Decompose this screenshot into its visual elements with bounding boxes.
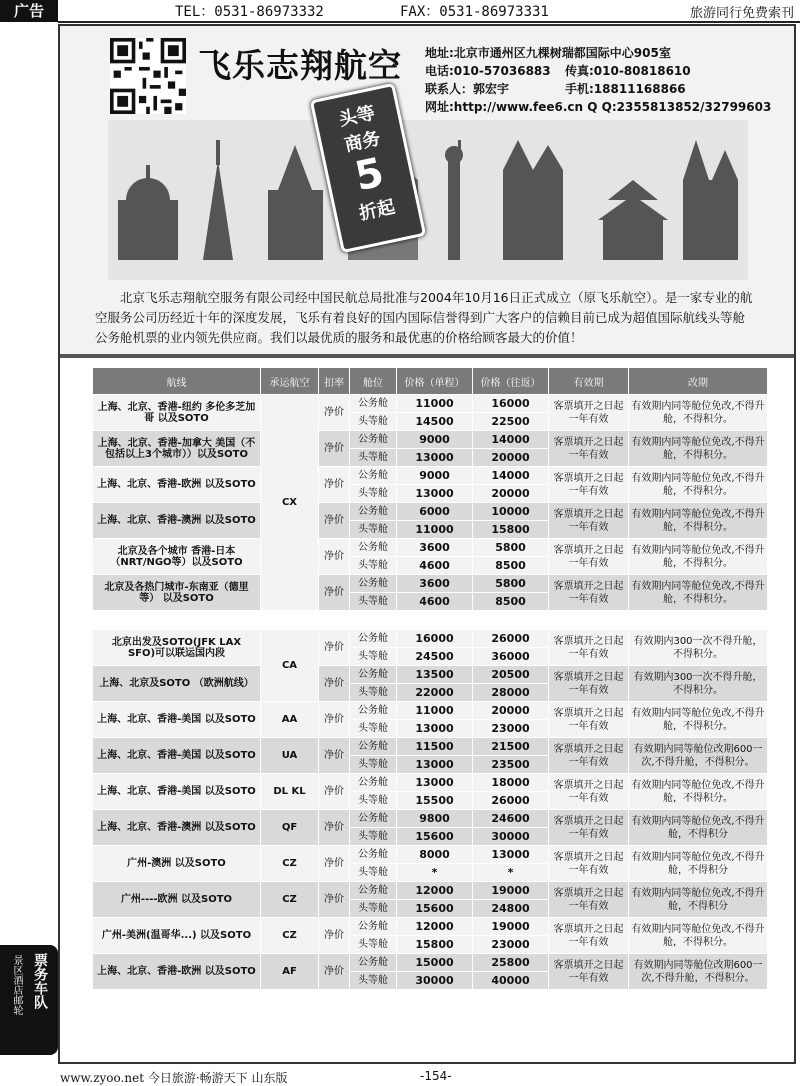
oneway-price-cell: 11000 [397, 521, 473, 539]
oneway-price-cell: * [397, 864, 473, 882]
return-price-cell: 24800 [473, 900, 549, 918]
return-price-cell: 20000 [473, 485, 549, 503]
table-row [93, 539, 768, 557]
return-price-cell: 19000 [473, 918, 549, 936]
oneway-price-cell: 15500 [397, 792, 473, 810]
airline-cell: UA [261, 738, 319, 774]
route-cell: 广州----欧洲 以及SOTO [93, 882, 261, 918]
header-route: 航线 [93, 368, 261, 395]
table-row [93, 431, 768, 449]
return-price-cell: 28000 [473, 684, 549, 702]
route-cell: 北京出发及SOTO(JFK LAX SFO)可以联运国内段 [93, 630, 261, 666]
validity-cell: 客票填开之日起一年有效 [549, 954, 629, 990]
header-cabin: 舱位 [350, 368, 397, 395]
airline-cell: CX [261, 395, 319, 611]
return-price-cell: 23000 [473, 936, 549, 954]
company-phone: 电话:010-57036883 [425, 64, 551, 78]
footer-slogan: 今日旅游·畅游天下 山东版 [147, 1071, 288, 1085]
oneway-price-cell: 24500 [397, 648, 473, 666]
cabin-cell: 公务舱 [350, 575, 397, 593]
route-cell: 上海、北京、香港-纽约 多伦多芝加哥 以及SOTO [93, 395, 261, 431]
validity-cell: 客票填开之日起一年有效 [549, 431, 629, 467]
company-address: 地址:北京市通州区九棵树瑞都国际中心905室 [425, 46, 671, 60]
route-cell: 北京及各热门城市-东南亚（德里等） 以及SOTO [93, 575, 261, 611]
oneway-price-cell: 22000 [397, 684, 473, 702]
cabin-cell: 公务舱 [350, 738, 397, 756]
return-price-cell: 5800 [473, 539, 549, 557]
oneway-price-cell: 16000 [397, 630, 473, 648]
table-row [93, 702, 768, 720]
badge-line-1: 头等 [337, 102, 377, 131]
footer [60, 1069, 287, 1086]
header-oneway: 价格（单程） [397, 368, 473, 395]
return-price-cell: 26000 [473, 630, 549, 648]
airline-cell: DL KL [261, 774, 319, 810]
table-row [93, 503, 768, 521]
oneway-price-cell: 13000 [397, 756, 473, 774]
validity-cell: 客票填开之日起一年有效 [549, 630, 629, 666]
company-intro: 北京飞乐志翔航空服务有限公司经中国民航总局批准与2004年10月16日正式成立（原飞乐航空）。是一家专业的航空服务公司历经近十年的深度发展，飞乐有着良好的国内国际信誉得到广大客户的信赖目前已成为超值国际航线头等舱公务舱机票的业内领先供应商。我们以最优质的服务和最优惠的价格给顾客最大的价值！ [95, 290, 753, 345]
cabin-cell: 头等舱 [350, 684, 397, 702]
change-cell: 有效期内同等舱位免改,不得升舱，不得积分。 [629, 539, 768, 575]
change-cell: 有效期内同等舱位免改,不得升舱，不得积分。 [629, 774, 768, 810]
change-cell: 有效期内同等舱位免改,不得升舱，不得积分 [629, 882, 768, 918]
route-cell: 上海、北京、香港-欧洲 以及SOTO [93, 467, 261, 503]
company-name: 飞乐志翔航空 [198, 46, 402, 85]
change-cell: 有效期内同等舱位改期600一次,不得升舱，不得积分。 [629, 738, 768, 774]
oneway-price-cell: 8000 [397, 846, 473, 864]
cabin-cell: 头等舱 [350, 720, 397, 738]
return-price-cell: 8500 [473, 593, 549, 611]
oneway-price-cell: 12000 [397, 882, 473, 900]
rate-cell: 净价 [319, 918, 350, 954]
cabin-cell: 头等舱 [350, 828, 397, 846]
table-header-row [93, 368, 768, 395]
rate-cell: 净价 [319, 810, 350, 846]
top-bar [0, 0, 800, 22]
validity-cell: 客票填开之日起一年有效 [549, 918, 629, 954]
return-price-cell: 8500 [473, 557, 549, 575]
route-cell: 上海、北京、香港-美国 以及SOTO [93, 738, 261, 774]
table-row [93, 666, 768, 684]
rate-cell: 净价 [319, 431, 350, 467]
cabin-cell: 头等舱 [350, 648, 397, 666]
oneway-price-cell: 9000 [397, 467, 473, 485]
cabin-cell: 头等舱 [350, 413, 397, 431]
landmark-photo-strip [108, 120, 748, 280]
header-change: 改期 [629, 368, 768, 395]
validity-cell: 客票填开之日起一年有效 [549, 575, 629, 611]
rate-cell: 净价 [319, 666, 350, 702]
return-price-cell: 40000 [473, 972, 549, 990]
return-price-cell: 26000 [473, 792, 549, 810]
validity-cell: 客票填开之日起一年有效 [549, 846, 629, 882]
validity-cell: 客票填开之日起一年有效 [549, 503, 629, 539]
return-price-cell: 25800 [473, 954, 549, 972]
rate-cell: 净价 [319, 395, 350, 431]
validity-cell: 客票填开之日起一年有效 [549, 702, 629, 738]
page-number: -154- [420, 1069, 452, 1083]
oneway-price-cell: 4600 [397, 593, 473, 611]
return-price-cell: 22500 [473, 413, 549, 431]
cabin-cell: 公务舱 [350, 539, 397, 557]
return-price-cell: 14000 [473, 431, 549, 449]
table-row [93, 774, 768, 792]
oneway-price-cell: 13000 [397, 774, 473, 792]
change-cell: 有效期内同等舱位免改,不得升舱，不得积分。 [629, 918, 768, 954]
change-cell: 有效期内同等舱位免改,不得升舱，不得积分。 [629, 575, 768, 611]
cabin-cell: 头等舱 [350, 756, 397, 774]
validity-cell: 客票填开之日起一年有效 [549, 666, 629, 702]
cabin-cell: 公务舱 [350, 702, 397, 720]
route-cell: 上海、北京、香港-澳洲 以及SOTO [93, 810, 261, 846]
route-cell: 上海、北京、香港-加拿大 美国（不包括以上3个城市））以及SOTO [93, 431, 261, 467]
change-cell: 有效期内同等舱位免改,不得升舱，不得积分。 [629, 395, 768, 431]
route-cell: 广州-美洲(温哥华...) 以及SOTO [93, 918, 261, 954]
header-airline: 承运航空 [261, 368, 319, 395]
return-price-cell: 13000 [473, 846, 549, 864]
validity-cell: 客票填开之日起一年有效 [549, 539, 629, 575]
table-row [93, 575, 768, 593]
cabin-cell: 头等舱 [350, 557, 397, 575]
table-row [93, 846, 768, 864]
oneway-price-cell: 13000 [397, 449, 473, 467]
cabin-cell: 头等舱 [350, 449, 397, 467]
cabin-cell: 公务舱 [350, 431, 397, 449]
cabin-cell: 头等舱 [350, 792, 397, 810]
oneway-price-cell: 15600 [397, 900, 473, 918]
oneway-price-cell: 14500 [397, 413, 473, 431]
fare-table [92, 367, 768, 990]
return-price-cell: 24600 [473, 810, 549, 828]
cabin-cell: 公务舱 [350, 395, 397, 413]
table-row [93, 918, 768, 936]
validity-cell: 客票填开之日起一年有效 [549, 395, 629, 431]
oneway-price-cell: 13500 [397, 666, 473, 684]
oneway-price-cell: 12000 [397, 918, 473, 936]
change-cell: 有效期内同等舱位免改,不得升舱，不得积分。 [629, 467, 768, 503]
return-price-cell: 20000 [473, 702, 549, 720]
change-cell: 有效期内同等舱位免改,不得升舱，不得积分 [629, 810, 768, 846]
header-divider [58, 21, 800, 23]
return-price-cell: 14000 [473, 467, 549, 485]
oneway-price-cell: 15000 [397, 954, 473, 972]
validity-cell: 客票填开之日起一年有效 [549, 467, 629, 503]
badge-line-2: 商务 [342, 128, 383, 157]
return-price-cell: 20000 [473, 449, 549, 467]
return-price-cell: 20500 [473, 666, 549, 684]
badge-line-4: 折起 [357, 196, 397, 225]
return-price-cell: 21500 [473, 738, 549, 756]
cabin-cell: 头等舱 [350, 593, 397, 611]
oneway-price-cell: 11500 [397, 738, 473, 756]
change-cell: 有效期内同等舱位免改,不得升舱，不得积分。 [629, 702, 768, 738]
tel-number: TEL：0531-86973332 [175, 4, 324, 20]
return-price-cell: 5800 [473, 575, 549, 593]
table-row [93, 395, 768, 413]
return-price-cell: 16000 [473, 395, 549, 413]
oneway-price-cell: 11000 [397, 395, 473, 413]
return-price-cell: 10000 [473, 503, 549, 521]
table-row [93, 467, 768, 485]
rate-cell: 净价 [319, 846, 350, 882]
oneway-price-cell: 13000 [397, 720, 473, 738]
validity-cell: 客票填开之日起一年有效 [549, 882, 629, 918]
oneway-price-cell: 13000 [397, 485, 473, 503]
table-row [93, 954, 768, 972]
route-cell: 上海、北京及SOTO （欧洲航线） [93, 666, 261, 702]
table-spacer-row [93, 611, 768, 630]
table-row [93, 882, 768, 900]
rate-cell: 净价 [319, 702, 350, 738]
header-validity: 有效期 [549, 368, 629, 395]
company-contact: 联系人：郭宏宇 [425, 82, 510, 96]
oneway-price-cell: 3600 [397, 539, 473, 557]
validity-cell: 客票填开之日起一年有效 [549, 738, 629, 774]
airline-cell: CZ [261, 882, 319, 918]
rate-cell: 净价 [319, 738, 350, 774]
airline-cell: CZ [261, 918, 319, 954]
airline-cell: QF [261, 810, 319, 846]
cabin-cell: 头等舱 [350, 972, 397, 990]
change-cell: 有效期内同等舱位免改,不得升舱，不得积分。 [629, 431, 768, 467]
return-price-cell: 36000 [473, 648, 549, 666]
change-cell: 有效期内300一次不得升舱，不得积分。 [629, 630, 768, 666]
cabin-cell: 公务舱 [350, 846, 397, 864]
route-cell: 上海、北京、香港-美国 以及SOTO [93, 774, 261, 810]
route-cell: 广州-澳洲 以及SOTO [93, 846, 261, 882]
change-cell: 有效期内同等舱位改期600一次,不得升舱，不得积分。 [629, 954, 768, 990]
section-divider [60, 354, 794, 358]
footer-url: www.zyoo.net [60, 1071, 145, 1085]
rate-cell: 净价 [319, 575, 350, 611]
badge-line-3: 5 [351, 149, 388, 201]
oneway-price-cell: 3600 [397, 575, 473, 593]
magazine-slogan: 旅游同行免费索刊 [689, 6, 794, 21]
change-cell: 有效期内同等舱位免改,不得升舱，不得积分。 [629, 503, 768, 539]
table-row [93, 630, 768, 648]
rate-cell: 净价 [319, 882, 350, 918]
airline-cell: AA [261, 702, 319, 738]
cabin-cell: 头等舱 [350, 521, 397, 539]
cabin-cell: 公务舱 [350, 503, 397, 521]
cabin-cell: 头等舱 [350, 900, 397, 918]
rate-cell: 净价 [319, 539, 350, 575]
oneway-price-cell: 30000 [397, 972, 473, 990]
table-row [93, 738, 768, 756]
side-tab-title: 票务车队 [32, 953, 48, 1009]
airline-cell: CZ [261, 846, 319, 882]
change-cell: 有效期内300一次不得升舱，不得积分。 [629, 666, 768, 702]
header-return: 价格（往返） [473, 368, 549, 395]
cabin-cell: 头等舱 [350, 864, 397, 882]
rate-cell: 净价 [319, 467, 350, 503]
return-price-cell: 23500 [473, 756, 549, 774]
cabin-cell: 公务舱 [350, 954, 397, 972]
airline-cell: CA [261, 630, 319, 702]
oneway-price-cell: 11000 [397, 702, 473, 720]
spacer-cell [93, 611, 768, 630]
route-cell: 上海、北京、香港-欧洲 以及SOTO [93, 954, 261, 990]
qr-code-icon [110, 38, 186, 114]
return-price-cell: 23000 [473, 720, 549, 738]
change-cell: 有效期内同等舱位免改,不得升舱，不得积分 [629, 846, 768, 882]
cabin-cell: 头等舱 [350, 936, 397, 954]
return-price-cell: 19000 [473, 882, 549, 900]
company-fax: 传真:010-80818610 [565, 64, 691, 78]
validity-cell: 客票填开之日起一年有效 [549, 774, 629, 810]
route-cell: 上海、北京、香港-澳洲 以及SOTO [93, 503, 261, 539]
return-price-cell: * [473, 864, 549, 882]
return-price-cell: 15800 [473, 521, 549, 539]
fax-number: FAX：0531-86973331 [400, 4, 549, 20]
table-row [93, 810, 768, 828]
cabin-cell: 头等舱 [350, 485, 397, 503]
cabin-cell: 公务舱 [350, 810, 397, 828]
route-cell: 上海、北京、香港-美国 以及SOTO [93, 702, 261, 738]
oneway-price-cell: 9000 [397, 431, 473, 449]
airline-cell: AF [261, 954, 319, 990]
oneway-price-cell: 4600 [397, 557, 473, 575]
company-web: 网址:http://www.fee6.cn Q Q:2355813852/32799603 [425, 100, 772, 114]
cabin-cell: 公务舱 [350, 467, 397, 485]
cabin-cell: 公务舱 [350, 630, 397, 648]
company-mobile: 手机:18811168866 [565, 82, 686, 96]
oneway-price-cell: 6000 [397, 503, 473, 521]
cabin-cell: 公务舱 [350, 918, 397, 936]
side-tab [0, 945, 58, 1055]
return-price-cell: 18000 [473, 774, 549, 792]
cabin-cell: 公务舱 [350, 882, 397, 900]
cabin-cell: 公务舱 [350, 774, 397, 792]
ad-label: 广告 [0, 0, 58, 22]
rate-cell: 净价 [319, 954, 350, 990]
oneway-price-cell: 15600 [397, 828, 473, 846]
validity-cell: 客票填开之日起一年有效 [549, 810, 629, 846]
rate-cell: 净价 [319, 503, 350, 539]
oneway-price-cell: 9800 [397, 810, 473, 828]
rate-cell: 净价 [319, 630, 350, 666]
return-price-cell: 30000 [473, 828, 549, 846]
rate-cell: 净价 [319, 774, 350, 810]
header-rate: 扣率 [319, 368, 350, 395]
side-tab-subtitle: 景区酒店邮轮 [11, 955, 22, 1015]
oneway-price-cell: 15800 [397, 936, 473, 954]
route-cell: 北京及各个城市 香港-日本（NRT/NGO等）以及SOTO [93, 539, 261, 575]
cabin-cell: 公务舱 [350, 666, 397, 684]
